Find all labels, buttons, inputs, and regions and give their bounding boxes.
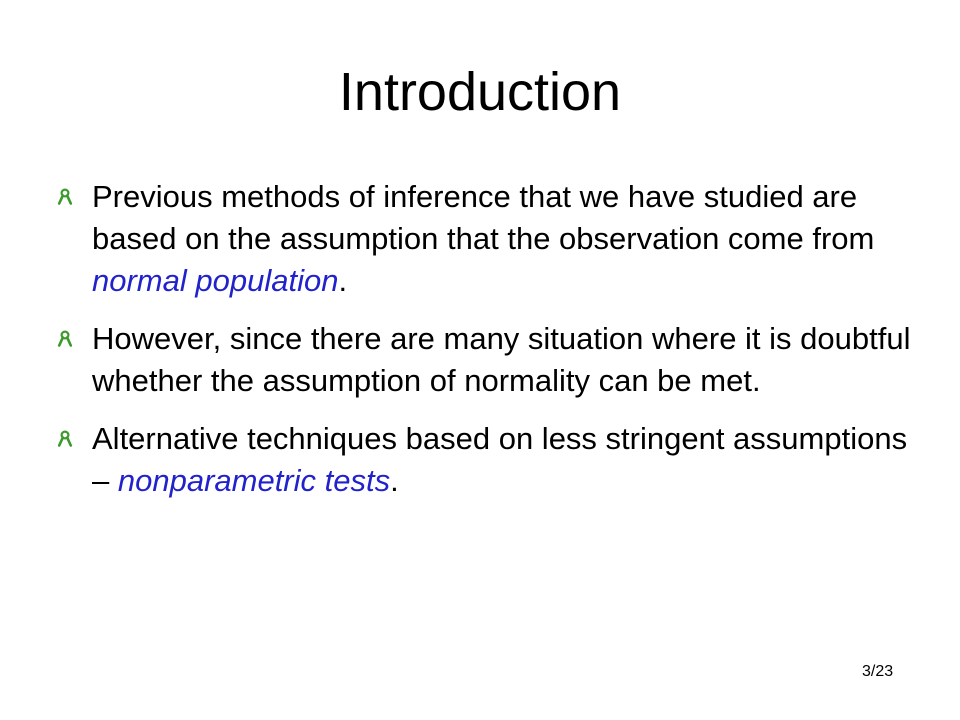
page-number: 3/23 (862, 663, 894, 680)
bullet-emphasis: normal population (92, 263, 339, 298)
slide-title: Introduction (338, 62, 622, 122)
bullet-text-end: . (390, 463, 399, 498)
bullet-item (56, 176, 916, 302)
bullet-text: Alternative techniques based on less stringent assumptions – (92, 421, 908, 498)
bullet-item (56, 318, 916, 402)
bullet-item (56, 418, 916, 502)
bullet-text: Previous methods of inference that we have studied are based on the assumption that the observation come from (92, 179, 875, 256)
green-ribbon-icon (56, 188, 74, 206)
green-ribbon-icon (56, 330, 74, 348)
bullet-emphasis: nonparametric tests (117, 463, 391, 498)
bullet-text: However, since there are many situation where it is doubtful whether the assumption of normality can be met. (92, 321, 911, 398)
green-ribbon-icon (56, 430, 74, 448)
bullet-text-end: . (338, 263, 348, 298)
bullet-list (56, 176, 916, 518)
